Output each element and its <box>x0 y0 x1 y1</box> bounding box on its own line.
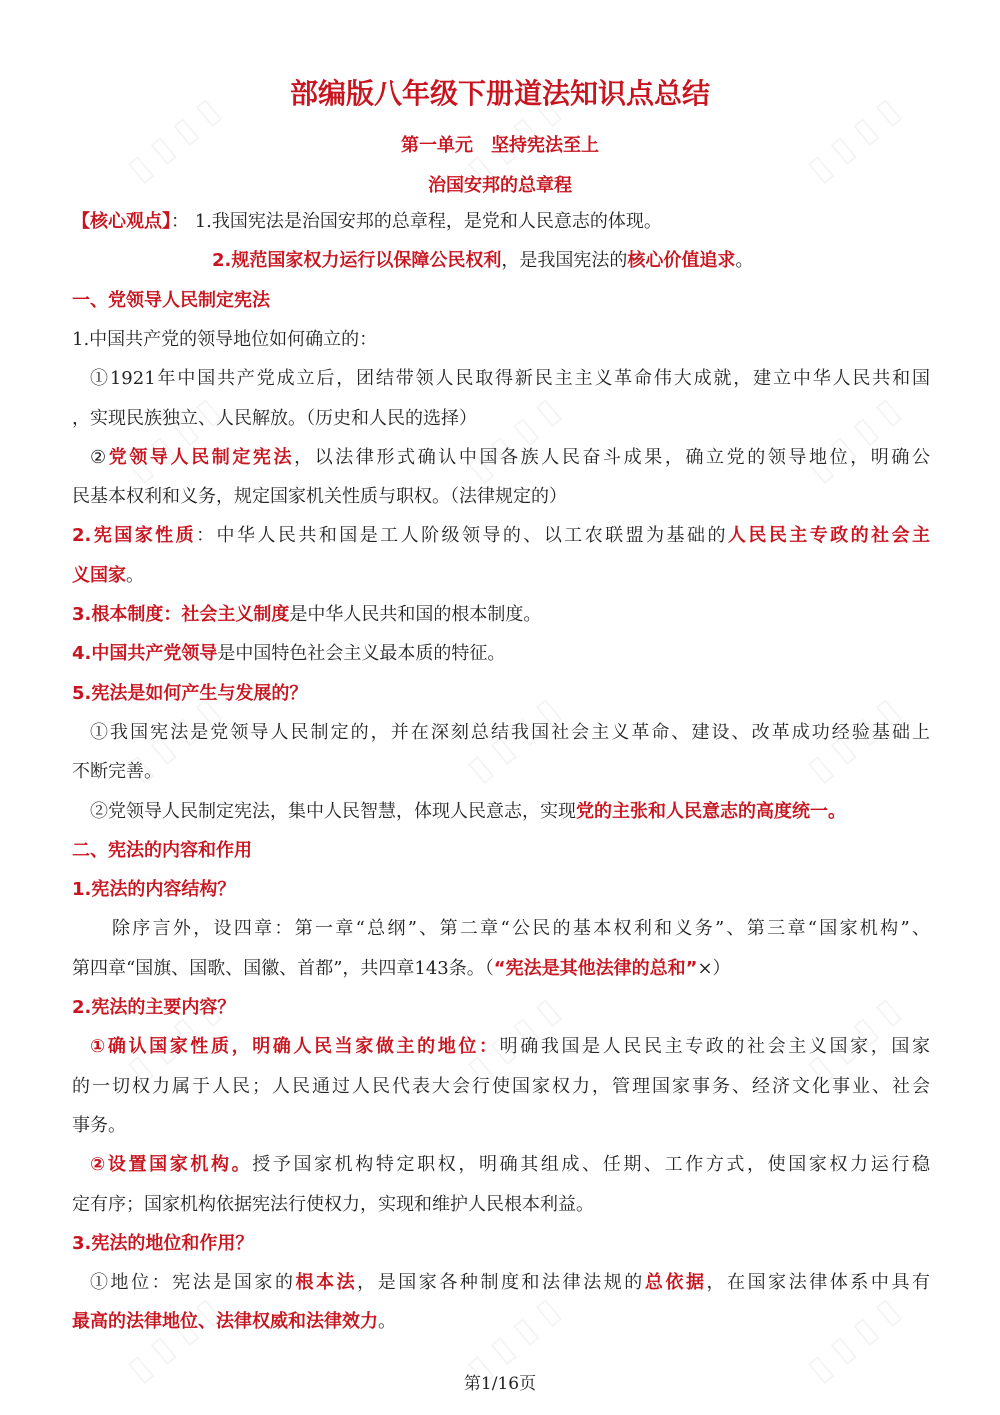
text-line <box>72 327 930 353</box>
text-line <box>72 1231 930 1257</box>
body-text: 授予国家机构特定职权，明确其组成、任期、工作方式，使国家权力运行稳 <box>252 1154 930 1176</box>
highlighted-text: 社会主义制度 <box>181 604 290 625</box>
text-line <box>72 1309 930 1335</box>
highlighted-text: 人民民主专政的社会主 <box>727 525 930 547</box>
highlighted-text: “宪法是其他法律的总和” <box>493 957 698 979</box>
body-text: ：中华人民共和国是工人阶级领导的、以工农联盟为基础的 <box>196 525 728 547</box>
body-text: ①1921年中国共产党成立后，团结带领人民取得新民主主义革命伟大成就，建立中华人民共和国 <box>90 368 930 390</box>
text-line <box>212 248 930 274</box>
body-text: ，是国家各种制度和法律法规的 <box>357 1272 645 1294</box>
text-line <box>72 956 930 982</box>
text-line <box>90 366 930 392</box>
highlighted-text: 【核心观点】 <box>72 211 171 232</box>
text-line <box>72 1113 930 1139</box>
text-line <box>72 209 930 235</box>
text-line <box>90 1034 930 1060</box>
text-line <box>72 602 930 628</box>
body-text: 。 <box>126 564 144 586</box>
body-text: ，是我国宪法的 <box>501 250 628 272</box>
body-text: 定有序；国家机构依据宪法行使权力，实现和维护人民根本利益。 <box>72 1193 594 1215</box>
body-text: 第四章“国旗、国歌、国徽、首都”，共四章143条。（ <box>72 957 494 979</box>
text-line <box>72 1192 930 1218</box>
text-line <box>72 995 930 1021</box>
body-text: ，实现民族独立、人民解放。（历史和人民的选择） <box>72 407 477 429</box>
text-line <box>90 1270 930 1296</box>
highlighted-text: 3.宪法的地位和作用？ <box>72 1232 254 1254</box>
highlighted-text: 义国家 <box>72 564 126 586</box>
body-text: ② <box>90 446 109 468</box>
body-text: 的一切权力属于人民；人民通过人民代表大会行使国家权力，管理国家事务、经济文化事业、社会 <box>72 1075 930 1097</box>
body-text: ： 1.我国宪法是治国安邦的总章程，是党和人民意志的体现。 <box>171 211 662 232</box>
text-line <box>72 641 930 667</box>
highlighted-text: 5.宪法是如何产生与发展的？ <box>72 682 308 704</box>
body-text: 。 <box>378 1311 396 1333</box>
highlighted-text: 3.根本制度： <box>72 604 182 625</box>
body-text: ②党领导人民制定宪法，集中人民智慧，体现人民意志，实现 <box>90 800 576 822</box>
highlighted-text: 2.宪国家性质 <box>72 525 197 547</box>
body-text: 是中国特色社会主义最本质的特征。 <box>217 643 506 665</box>
body-text: 不断完善。 <box>72 761 162 783</box>
body-text: ，在国家法律体系中具有 <box>706 1272 930 1294</box>
text-line <box>72 406 930 432</box>
body-text: 1.中国共产党的领导地位如何确立的： <box>72 328 378 350</box>
highlighted-text: 二、宪法的内容和作用 <box>72 839 252 861</box>
highlighted-text: 党领导人民制定宪法 <box>108 446 295 468</box>
text-line <box>72 288 930 314</box>
highlighted-text: 最高的法律地位、法律权威和法律效力 <box>72 1311 378 1333</box>
highlighted-text: ②设置国家机构。 <box>90 1154 253 1176</box>
text-line <box>90 1152 930 1178</box>
text-line <box>72 877 930 903</box>
highlighted-text: 核心价值追求 <box>627 250 736 272</box>
body-text: 明确我国是人民民主专政的社会主义国家，国家 <box>499 1036 930 1058</box>
body-text: 。 <box>735 250 754 272</box>
body-text: ×） <box>697 957 731 979</box>
highlighted-text: 2.宪法的主要内容？ <box>72 997 236 1018</box>
text-line <box>72 838 930 864</box>
highlighted-text: 1.宪法的内容结构？ <box>72 879 236 901</box>
body-text: ①地位：宪法是国家的 <box>90 1272 296 1294</box>
highlighted-text: 4.中国共产党领导 <box>72 643 218 665</box>
text-line <box>72 1074 930 1100</box>
unit-heading: 第一单元 坚持宪法至上 <box>401 135 599 156</box>
highlighted-text: 2.规范国家权力运行以保障公民权利 <box>212 250 502 272</box>
body-text: ①我国宪法是党领导人民制定的，并在深刻总结我国社会主义革命、建设、改革成功经验基础上 <box>90 721 930 743</box>
text-line <box>90 445 930 471</box>
document-title: 部编版八年级下册道法知识点总结 <box>289 77 710 110</box>
text-line <box>72 759 930 785</box>
body-text: 除序言外，设四章：第一章“总纲”、第二章“公民的基本权利和义务”、第三章“国家机构”、 <box>112 918 930 940</box>
text-line <box>112 916 930 942</box>
highlighted-text: 一、党领导人民制定宪法 <box>72 289 270 311</box>
text-line <box>72 681 930 707</box>
page-number: 第1/16页 <box>463 1374 537 1394</box>
lesson-heading: 治国安邦的总章程 <box>428 175 572 196</box>
text-line <box>72 563 930 589</box>
highlighted-text: 党的主张和人民意志的高度统一。 <box>576 800 846 822</box>
highlighted-text: 总依据 <box>644 1272 707 1294</box>
text-line <box>90 799 930 825</box>
body-text: 民基本权利和义务，规定国家机关性质与职权。（法律规定的） <box>72 486 567 508</box>
body-text: ，以法律形式确认中国各族人民奋斗成果，确立党的领导地位，明确公 <box>294 446 930 468</box>
text-line <box>72 484 930 510</box>
body-text: 事务。 <box>72 1114 126 1136</box>
body-text: 是中华人民共和国的根本制度。 <box>289 604 542 625</box>
text-line <box>72 523 930 549</box>
highlighted-text: 根本法 <box>295 1272 358 1294</box>
highlighted-text: ①确认国家性质，明确人民当家做主的地位： <box>90 1036 500 1058</box>
text-line <box>90 720 930 746</box>
